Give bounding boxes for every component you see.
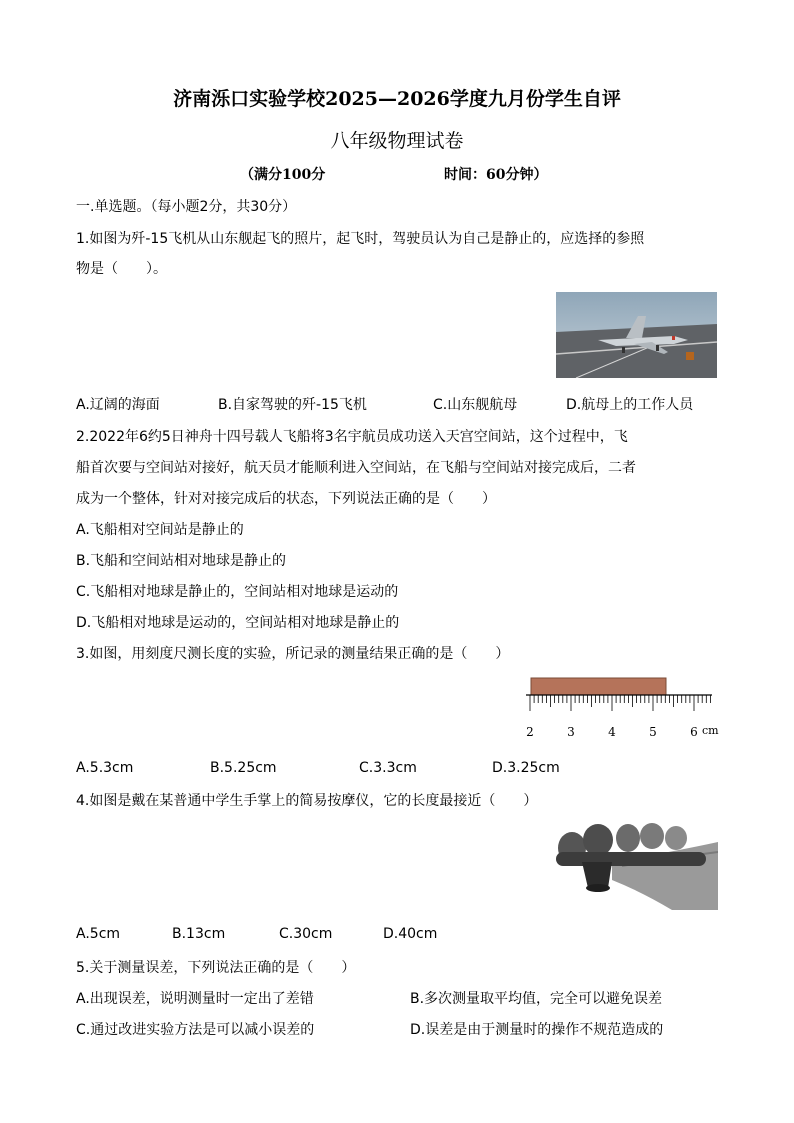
- q3-option-c[interactable]: C.3.3cm: [359, 760, 417, 776]
- q5-stem: 5.关于测量误差，下列说法正确的是（ ）: [76, 960, 356, 976]
- q2-option-c[interactable]: C.飞船相对地球是静止的，空间站相对地球是运动的: [76, 584, 399, 600]
- q3-stem: 3.如图，用刻度尺测长度的实验，所记录的测量结果正确的是（ ）: [76, 646, 510, 662]
- ruler-label-2: 2: [526, 725, 534, 739]
- ruler-label-3: 3: [567, 725, 575, 739]
- ruler-label-5: 5: [649, 725, 657, 739]
- q2-option-d[interactable]: D.飞船相对地球是运动的，空间站相对地球是静止的: [76, 615, 400, 631]
- ruler-unit: cm: [702, 724, 719, 737]
- q4-option-b[interactable]: B.13cm: [172, 926, 226, 942]
- q2-option-b[interactable]: B.飞船和空间站相对地球是静止的: [76, 553, 287, 569]
- q3-option-a[interactable]: A.5.3cm: [76, 760, 134, 776]
- q4-option-c[interactable]: C.30cm: [279, 926, 333, 942]
- q5-option-a[interactable]: A.出现误差，说明测量时一定出了差错: [76, 991, 314, 1007]
- exam-subtitle: 八年级物理试卷: [330, 130, 464, 152]
- q4-option-d[interactable]: D.40cm: [383, 926, 438, 942]
- q1-stem-line2: 物是（ ）。: [76, 261, 167, 277]
- ruler-label-4: 4: [608, 725, 616, 739]
- q5-option-d[interactable]: D.误差是由于测量时的操作不规范造成的: [410, 1022, 664, 1038]
- q5-option-c[interactable]: C.通过改进实验方法是可以减小误差的: [76, 1022, 315, 1038]
- section-heading: 一.单选题。（每小题2分，共30分）: [76, 199, 297, 215]
- ruler-ticks: [530, 695, 710, 711]
- q2-stem-line1: 2.2022年6约5日神舟十四号载人飞船将3名宇航员成功送入天宫空间站，这个过程中，飞: [76, 429, 628, 445]
- q3-option-d[interactable]: D.3.25cm: [492, 760, 560, 776]
- full-score: （满分100分: [240, 167, 326, 183]
- q2-stem-line3: 成为一个整体，针对对接完成后的状态，下列说法正确的是（ ）: [76, 491, 496, 507]
- q4-stem: 4.如图是戴在某普通中学生手掌上的简易按摩仪，它的长度最接近（ ）: [76, 793, 538, 809]
- exam-time: 时间：60分钟）: [444, 167, 548, 183]
- q1-option-a[interactable]: A.辽阔的海面: [76, 397, 160, 413]
- ruler-figure: [522, 674, 722, 744]
- exam-title: 济南泺口实验学校2025—2026学度九月份学生自评: [173, 88, 621, 110]
- q4-option-a[interactable]: A.5cm: [76, 926, 121, 942]
- massager-photo: [552, 822, 718, 910]
- q3-option-b[interactable]: B.5.25cm: [210, 760, 277, 776]
- jet-photo: [556, 292, 717, 378]
- q1-option-b[interactable]: B.自家驾驶的歼-15飞机: [218, 397, 367, 413]
- q1-option-d[interactable]: D.航母上的工作人员: [566, 397, 694, 413]
- ruler-labels: [526, 724, 719, 739]
- q2-stem-line2: 船首次要与空间站对接好，航天员才能顺利进入空间站，在飞船与空间站对接完成后，二者: [76, 460, 636, 476]
- q1-option-c[interactable]: C.山东舰航母: [433, 397, 518, 413]
- q2-option-a[interactable]: A.飞船相对空间站是静止的: [76, 522, 244, 538]
- ruler-label-6: 6: [690, 725, 698, 739]
- q5-option-b[interactable]: B.多次测量取平均值，完全可以避免误差: [410, 991, 663, 1007]
- q1-stem-line1: 1.如图为歼-15飞机从山东舰起飞的照片，起飞时，驾驶员认为自己是静止的，应选择的参照: [76, 231, 645, 247]
